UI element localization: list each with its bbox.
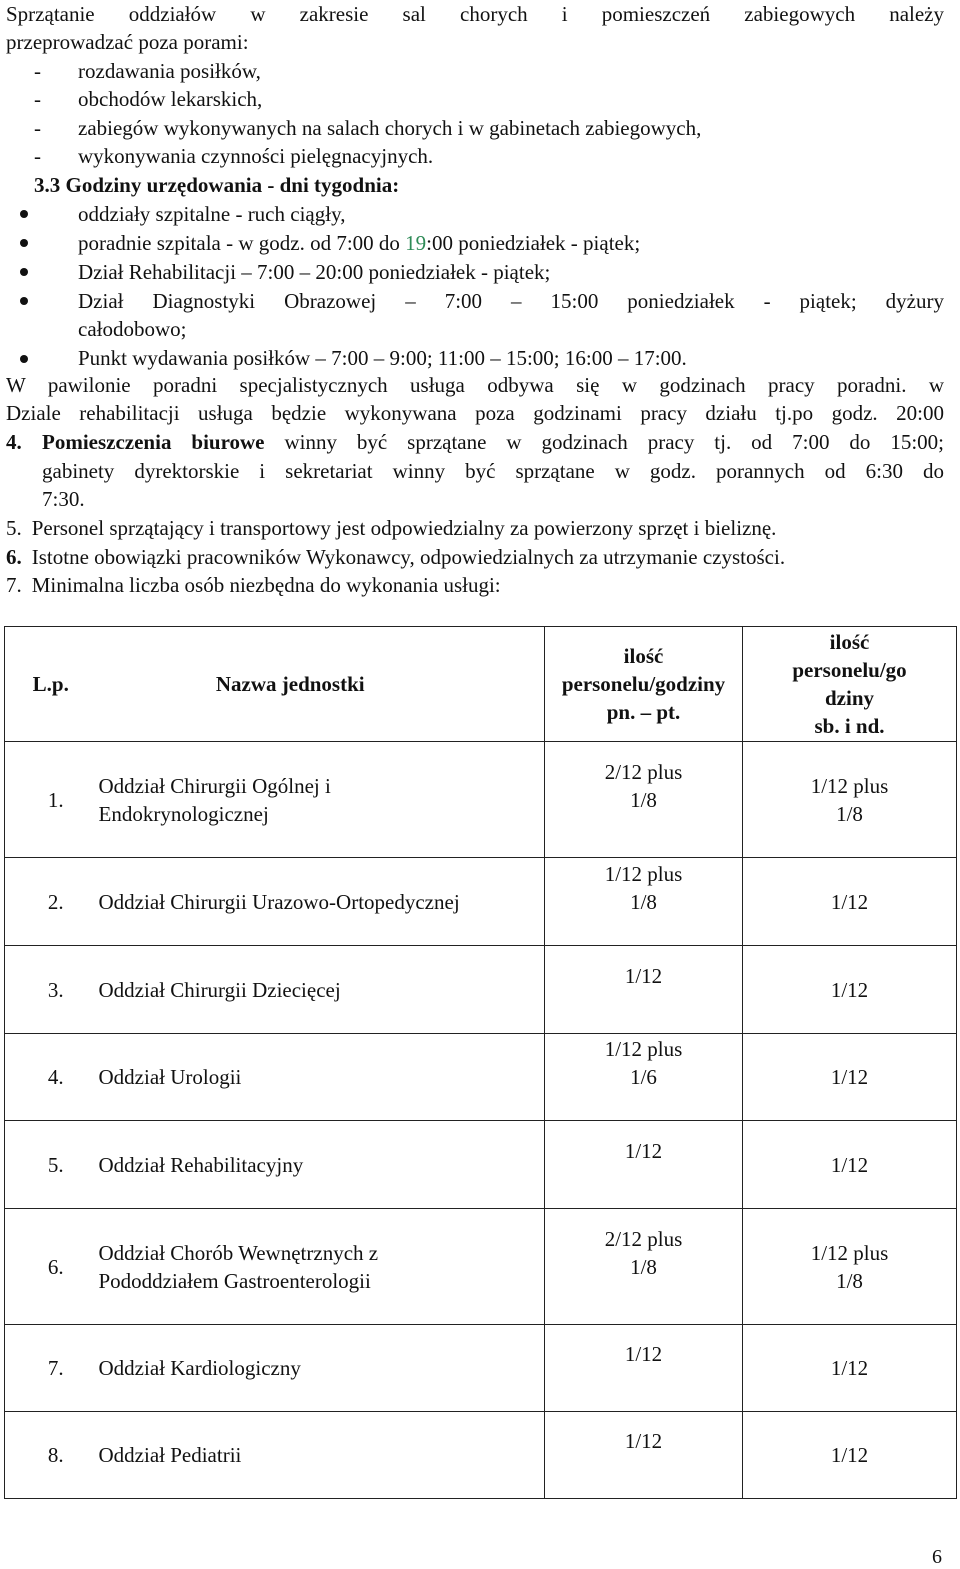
section-5: [6, 514, 776, 542]
weekend-staff: [743, 1121, 957, 1209]
value-line: 1/8: [836, 1268, 863, 1293]
weekend-staff-value: [743, 772, 956, 828]
unit-name-line: Oddział Chorób Wewnętrznych z: [98, 1240, 379, 1265]
value-line: 1/12: [624, 963, 663, 988]
weekday-staff-value: [545, 1035, 742, 1091]
value-line: 1/12: [830, 977, 869, 1002]
bullet-icon: [20, 239, 28, 247]
weekend-staff-value: [743, 1151, 956, 1179]
dash-item-text: obchodów lekarskich,: [78, 87, 263, 111]
unit-name-line: Oddział Chirurgii Ogólnej i: [98, 773, 331, 798]
weekend-staff: [743, 1325, 957, 1412]
weekday-staff-value: [545, 758, 742, 814]
value-line: 1/12 plus: [604, 1037, 683, 1061]
page-number: 6: [932, 1546, 942, 1568]
bullet-item-continuation: całodobowo;: [78, 317, 187, 341]
header-line: ilość: [829, 630, 870, 654]
value-line: 1/12: [624, 1342, 663, 1366]
dash-item: [6, 85, 262, 113]
value-line: 1/8: [630, 889, 657, 914]
section-6: [6, 543, 785, 571]
value-line: 1/12: [830, 1356, 869, 1380]
section-text: Personel sprzątający i transportowy jest odpowiedzialny za powierzony sprzęt i bieliznę.: [31, 516, 777, 540]
row-lp: 6.: [5, 1209, 97, 1325]
table-row: [5, 742, 957, 858]
unit-name-line: Oddział Chirurgii Dziecięcej: [98, 977, 341, 1002]
table-row: [5, 1325, 957, 1412]
dash-symbol: -: [34, 59, 41, 83]
dash-symbol: -: [34, 87, 41, 111]
value-line: 1/12: [830, 1152, 869, 1177]
section-4-bold: Pomieszczenia biurowe: [42, 430, 265, 454]
weekday-staff: [545, 946, 743, 1034]
weekend-staff: [743, 1412, 957, 1499]
dash-symbol: -: [34, 116, 41, 140]
header-weekend: [743, 627, 957, 742]
section-number: 7.: [6, 573, 22, 597]
header-line: ilość: [623, 644, 664, 668]
unit-name-line: Pododdziałem Gastroenterologii: [98, 1268, 371, 1293]
row-unit-name: [97, 1325, 545, 1412]
bullet-item: oddziały szpitalne - ruch ciągły,: [78, 202, 346, 226]
header-lp: L.p.: [5, 627, 97, 742]
paragraph-line: W pawilonie poradni specjalistycznych usługa odbywa się w godzinach pracy poradni. w: [6, 373, 944, 397]
table-row: [5, 1209, 957, 1325]
header-line: personelu/go: [792, 658, 907, 682]
unit-name-line: Oddział Rehabilitacyjny: [98, 1152, 304, 1177]
section-4-line-1: [42, 428, 944, 456]
row-unit-name: [97, 1121, 545, 1209]
unit-name-line: Oddział Pediatrii: [98, 1443, 242, 1467]
unit-name-line: Oddział Chirurgii Urazowo-Ortopedycznej: [98, 889, 460, 914]
section-4-line-2: gabinety dyrektorskie i sekretariat winny być sprzątane w godz. porannych od 6:30 do: [42, 459, 944, 483]
row-lp: 1.: [5, 742, 97, 858]
dash-item-text: wykonywania czynności pielęgnacyjnych.: [78, 144, 434, 168]
dash-item: [6, 57, 261, 85]
row-lp: 4.: [5, 1034, 97, 1121]
weekend-staff: [743, 742, 957, 858]
row-lp: 7.: [5, 1325, 97, 1412]
row-unit-name: [97, 1034, 545, 1121]
weekend-staff-value: [743, 1354, 956, 1382]
header-line: pn. – pt.: [606, 700, 681, 724]
row-unit-name: [97, 1209, 545, 1325]
dash-item: [6, 114, 701, 142]
weekend-staff: [743, 858, 957, 946]
intro-line-1: Sprzątanie oddziałów w zakresie sal chorych i pomieszczeń zabiegowych należy: [6, 2, 944, 26]
bullet-item: Dział Diagnostyki Obrazowej – 7:00 – 15:00 poniedziałek - piątek; dyżury: [78, 289, 944, 313]
value-line: 1/12: [624, 1429, 663, 1453]
weekend-staff: [743, 946, 957, 1034]
weekday-staff: [545, 1121, 743, 1209]
table-row: [5, 946, 957, 1034]
section-4-rest: winny być sprzątane w godzinach pracy tj. od 7:00 do 15:00;: [264, 430, 944, 454]
header-weekday: [545, 627, 743, 742]
bullet-icon: [20, 297, 28, 305]
value-line: 1/12 plus: [810, 1240, 889, 1265]
weekend-staff-value: [743, 888, 956, 916]
header-line: dziny: [824, 686, 874, 710]
weekday-staff-value: [545, 1137, 742, 1165]
weekday-staff: [545, 1209, 743, 1325]
weekend-staff-value: [743, 1441, 956, 1469]
unit-name-line: Endokrynologicznej: [98, 801, 269, 826]
row-unit-name: [97, 1412, 545, 1499]
value-line: 1/12: [830, 1443, 869, 1467]
weekday-staff-value: [545, 1427, 742, 1455]
intro-line-2: przeprowadzać poza porami:: [6, 30, 249, 54]
section-number: 5.: [6, 516, 22, 540]
row-lp: 3.: [5, 946, 97, 1034]
value-line: 1/6: [630, 1065, 657, 1089]
bullet-icon: [20, 268, 28, 276]
section-text: Minimalna liczba osób niezbędna do wykonania usługi:: [31, 573, 501, 597]
weekday-staff: [545, 1034, 743, 1121]
row-unit-name: [97, 858, 545, 946]
paragraph-line: Dziale rehabilitacji usługa będzie wykonywana poza godzinami pracy działu tj.po godz. 20:00: [6, 401, 944, 425]
value-line: 1/12: [624, 1138, 663, 1163]
bullet-icon: [20, 210, 28, 218]
row-lp: 5.: [5, 1121, 97, 1209]
section-7: [6, 571, 501, 599]
bullet-icon: [20, 355, 28, 363]
weekday-staff: [545, 1412, 743, 1499]
bullet-text-pre: poradnie szpitala - w godz. od 7:00 do: [78, 231, 406, 255]
unit-name-line: Oddział Kardiologiczny: [98, 1356, 301, 1380]
header-line: sb. i nd.: [814, 714, 885, 738]
value-line: 1/8: [630, 787, 657, 812]
row-unit-name: [97, 742, 545, 858]
weekday-staff-value: [545, 860, 742, 916]
value-line: 1/8: [630, 1254, 657, 1279]
section-text: Istotne obowiązki pracowników Wykonawcy, odpowiedzialnych za utrzymanie czystości.: [31, 545, 786, 569]
weekend-staff: [743, 1209, 957, 1325]
table-row: [5, 1034, 957, 1121]
weekday-staff: [545, 1325, 743, 1412]
bullet-item: [78, 229, 640, 257]
dash-item-text: rozdawania posiłków,: [78, 59, 261, 83]
table-row: [5, 1121, 957, 1209]
bullet-item: Punkt wydawania posiłków – 7:00 – 9:00; 11:00 – 15:00; 16:00 – 17:00.: [78, 346, 687, 370]
header-line: personelu/godziny: [561, 672, 726, 696]
value-line: 2/12 plus: [604, 1226, 683, 1251]
section-title: Godziny urzędowania - dni tygodnia:: [65, 173, 400, 197]
row-unit-name: [97, 946, 545, 1034]
section-number: 6.: [6, 545, 22, 569]
weekday-staff: [545, 742, 743, 858]
table-body: [5, 742, 957, 1499]
row-lp: 2.: [5, 858, 97, 946]
bullet-text-post: :00 poniedziałek - piątek;: [426, 231, 641, 255]
value-line: 1/12: [830, 1065, 869, 1089]
weekday-staff-value: [545, 1340, 742, 1368]
value-line: 1/12 plus: [810, 773, 889, 798]
value-line: 2/12 plus: [604, 759, 683, 784]
value-line: 1/12 plus: [604, 861, 683, 886]
weekday-staff-value: [545, 962, 742, 990]
table-row: [5, 858, 957, 946]
section-3-3-heading: [34, 171, 399, 199]
weekday-staff-value: [545, 1225, 742, 1281]
header-unit-name: Nazwa jednostki: [97, 627, 545, 742]
section-4-line-3: 7:30.: [42, 487, 85, 511]
highlighted-hour: 19: [405, 231, 427, 255]
dash-symbol: -: [34, 144, 41, 168]
dash-item-text: zabiegów wykonywanych na salach chorych i w gabinetach zabiegowych,: [78, 116, 702, 140]
bullet-item: Dział Rehabilitacji – 7:00 – 20:00 poniedziałek - piątek;: [78, 260, 551, 284]
value-line: 1/12: [830, 889, 869, 914]
row-lp: 8.: [5, 1412, 97, 1499]
value-line: 1/8: [836, 801, 863, 826]
section-number: 3.3: [34, 173, 61, 197]
weekend-staff-value: [743, 1239, 956, 1295]
weekend-staff: [743, 1034, 957, 1121]
weekday-staff: [545, 858, 743, 946]
weekend-staff-value: [743, 1063, 956, 1091]
section-4-number: 4.: [6, 430, 22, 454]
dash-item: [6, 142, 433, 170]
staffing-table: [4, 626, 957, 1499]
table-row: [5, 1412, 957, 1499]
weekend-staff-value: [743, 976, 956, 1004]
unit-name-line: Oddział Urologii: [98, 1065, 242, 1089]
table-header-row: [5, 627, 957, 742]
